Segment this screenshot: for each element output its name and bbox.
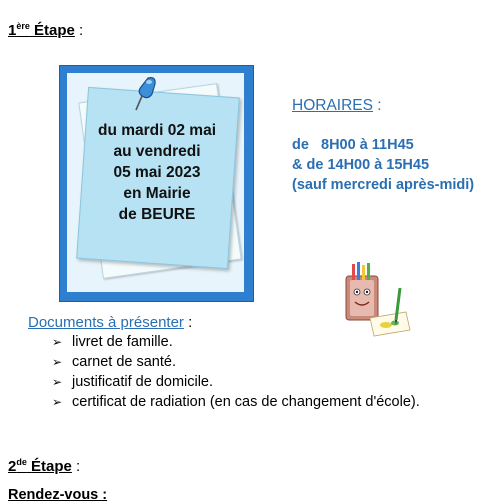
list-item xyxy=(52,394,420,410)
horaires-colon: : xyxy=(372,97,382,114)
horaires-line: de 8H00 à 11H45 xyxy=(292,137,414,153)
bullet-arrow-icon: ➢ xyxy=(52,355,63,369)
step2-heading xyxy=(8,458,80,475)
step2-number: 2 xyxy=(8,458,17,475)
documents-title-text: Documents à présenter xyxy=(28,314,184,331)
step2-word: Étape xyxy=(31,458,72,475)
list-item xyxy=(52,354,176,370)
note-dates xyxy=(82,120,232,225)
rendezvous-heading: Rendez-vous : xyxy=(8,487,108,503)
note-line: du mardi 02 mai xyxy=(97,122,216,139)
step1-word: Étape xyxy=(34,22,75,39)
notebook-pencil-illustration xyxy=(340,258,412,338)
note-line: 05 mai 2023 xyxy=(113,164,201,181)
list-item xyxy=(52,374,213,390)
bullet-arrow-icon: ➢ xyxy=(52,335,63,349)
bullet-arrow-icon: ➢ xyxy=(52,395,63,409)
horaires-line: (sauf mercredi après-midi) xyxy=(292,177,475,193)
horaires-line: & de 14H00 à 15H45 xyxy=(292,157,430,173)
step1-number: 1 xyxy=(8,22,17,39)
documents-title xyxy=(28,314,192,331)
pushpin-icon xyxy=(122,72,166,116)
note-line: de BEURE xyxy=(118,206,196,223)
horaires-title-text: HORAIRES xyxy=(292,97,373,114)
list-item-text: carnet de santé. xyxy=(72,354,176,370)
list-item-text: justificatif de domicile. xyxy=(72,374,214,390)
list-item-text: certificat de radiation (en cas de changement d'école). xyxy=(72,394,420,410)
note-line: en Mairie xyxy=(123,185,191,202)
bullet-arrow-icon: ➢ xyxy=(52,375,63,389)
step1-superscript: ère xyxy=(16,21,30,31)
list-item-text: livret de famille. xyxy=(72,334,173,350)
note-line: au vendredi xyxy=(113,143,201,160)
step2-colon: : xyxy=(71,458,81,475)
step1-colon: : xyxy=(74,22,84,39)
step1-heading xyxy=(8,22,83,39)
horaires-title xyxy=(292,97,382,115)
step2-superscript: de xyxy=(16,457,27,467)
documents-colon: : xyxy=(183,314,193,331)
list-item xyxy=(52,334,173,350)
